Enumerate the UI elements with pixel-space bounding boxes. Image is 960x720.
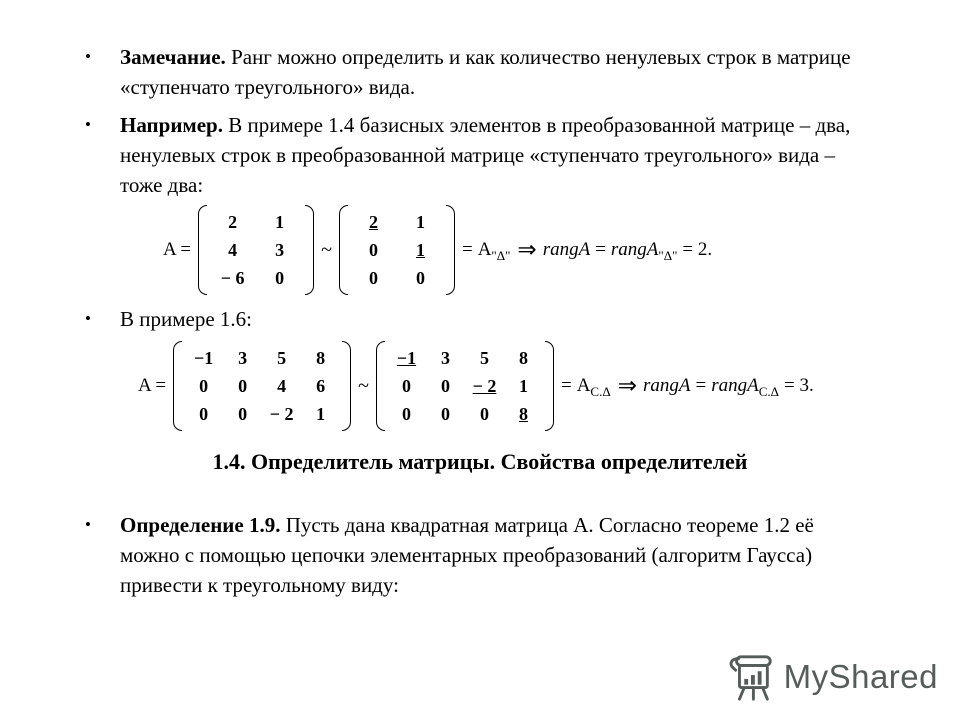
bullet-example-text: [120, 110, 876, 200]
matrix-cell: 0: [440, 376, 450, 396]
matrix-cell: 1: [415, 212, 425, 232]
matrix-cell: 0: [238, 404, 248, 424]
matrix-body: [348, 205, 446, 295]
matrix-transformed: [339, 205, 455, 295]
right-paren-icon: [342, 341, 351, 431]
matrix-body: [182, 341, 342, 431]
right-paren-icon: [545, 341, 554, 431]
matrix-cell: 2: [368, 212, 378, 232]
bullet-body: В примере 1.6:: [120, 307, 252, 331]
matrix-row: [350, 264, 444, 292]
right-paren-icon: [446, 205, 455, 295]
bullet-icon: •: [85, 115, 91, 134]
section-heading: 1.4. Определитель матрицы. Свойства определителей: [212, 449, 748, 474]
eq-lhs: A =: [138, 375, 167, 396]
matrix-row: [209, 264, 303, 292]
matrix-cell: 8: [316, 348, 326, 368]
matrix-cell: 1: [518, 376, 528, 396]
bullet-example: [83, 110, 876, 200]
tilde-operator: ~: [321, 238, 332, 261]
matrix-cell: 3: [440, 348, 450, 368]
matrix-row: [387, 400, 543, 428]
bullet-lead: Замечание.: [120, 45, 226, 69]
equation-example-1-6: [138, 340, 814, 432]
matrix-row: [184, 344, 340, 372]
matrix-cell: 0: [199, 404, 209, 424]
matrix-cell: 0: [368, 240, 378, 260]
matrix-original: [173, 341, 351, 431]
matrix-cell: 5: [479, 348, 489, 368]
matrix-subscript: "Δ": [491, 247, 511, 263]
matrix-row: [184, 372, 340, 400]
matrix-cell: − 6: [220, 268, 245, 288]
matrix-row: [387, 372, 543, 400]
matrix-cell: 0: [415, 268, 425, 288]
matrix-original: [198, 205, 314, 295]
bullet-remark-text: [120, 42, 876, 102]
matrix-cell: 0: [401, 404, 411, 424]
result-value: = 3.: [783, 375, 814, 396]
matrix-cell: 2: [228, 212, 238, 232]
matrix-cell: −1: [396, 348, 417, 368]
left-paren-icon: [339, 205, 348, 295]
equals-sign: =: [560, 375, 572, 396]
bullet-example-1-6: [83, 304, 876, 334]
matrix-row: [184, 400, 340, 428]
matrix-subscript: "Δ": [658, 247, 678, 263]
matrix-cell: 4: [277, 376, 287, 396]
matrix-cell: 6: [316, 376, 326, 396]
matrix-label: $A_{C.\Delta}$: [576, 375, 611, 399]
matrix-cell: 5: [277, 348, 287, 368]
matrix-row: [350, 208, 444, 236]
matrix-row: [209, 236, 303, 264]
rang-term-subscripted: rangA$_{C.\Delta}$: [711, 375, 779, 399]
bullet-lead: Например.: [120, 113, 223, 137]
rang-term: rangA: [642, 375, 691, 396]
watermark-text: MyShared: [783, 658, 938, 695]
left-paren-icon: [376, 341, 385, 431]
bullet-example-1-6-text: [120, 304, 876, 334]
matrix-cell: − 2: [472, 376, 497, 396]
matrix-cell: − 2: [269, 404, 294, 424]
equals-sign: =: [461, 239, 473, 260]
left-paren-icon: [198, 205, 207, 295]
equals-sign: =: [595, 239, 606, 260]
matrix-cell: 3: [275, 240, 285, 260]
matrix-row: [209, 208, 303, 236]
bullet-definition: [83, 510, 876, 600]
bullet-lead: Определение 1.9.: [120, 513, 281, 537]
bullet-icon: •: [85, 309, 91, 328]
matrix-row: [387, 344, 543, 372]
matrix-cell: 3: [238, 348, 248, 368]
result-value: = 2.: [682, 239, 713, 260]
matrix-subscript: C.Δ: [590, 383, 611, 399]
matrix-subscript: C.Δ: [758, 383, 779, 399]
matrix-cell: 0: [479, 404, 489, 424]
matrix-cell: 1: [316, 404, 326, 424]
implies-arrow-icon: ⇒: [517, 237, 536, 262]
matrix-body: [385, 341, 545, 431]
bullet-body: Ранг можно определить и как количество ненулевых строк в матрице «ступенчато треугольного» вида.: [120, 45, 851, 99]
matrix-cell: 1: [275, 212, 285, 232]
eq-lhs: A =: [163, 239, 192, 260]
matrix-cell: 0: [368, 268, 378, 288]
bullet-icon: •: [85, 47, 91, 66]
matrix-cell: 0: [238, 376, 248, 396]
matrix-cell: 1: [415, 240, 425, 260]
rang-term-subscripted: rangA$_{"\Delta"}$: [610, 239, 678, 263]
matrix-cell: 0: [401, 376, 411, 396]
matrix-cell: 4: [228, 240, 238, 260]
bullet-body: Пусть дана квадратная матрица А. Согласно теореме 1.2 её можно с помощью цепочки элементарных преобразований (алгоритм Гаусса) привести к треугольному виду:: [120, 513, 814, 597]
right-paren-icon: [305, 205, 314, 295]
matrix-cell: 0: [440, 404, 450, 424]
matrix-cell: −1: [194, 348, 214, 368]
bullet-body: В примере 1.4 базисных элементов в преобразованной матрице – два, ненулевых строк в преобразованной матрице «ступенчато треугольного» вида – тоже два:: [120, 113, 851, 197]
matrix-cell: 8: [518, 404, 528, 424]
matrix-label: $A_{"\Delta"}$: [477, 239, 511, 263]
implies-arrow-icon: ⇒: [617, 373, 636, 398]
myshared-watermark: [726, 652, 938, 702]
rang-term: rangA: [542, 239, 591, 260]
tilde-operator: ~: [358, 374, 369, 397]
matrix-row: [350, 236, 444, 264]
matrix-cell: 0: [275, 268, 285, 288]
equals-sign: =: [695, 375, 707, 396]
bullet-icon: •: [85, 515, 91, 534]
matrix-cell: 8: [518, 348, 528, 368]
easel-chart-icon: [726, 652, 776, 702]
matrix-body: [207, 205, 305, 295]
bullet-definition-text: [120, 510, 876, 600]
equation-example-1-4: [163, 203, 712, 297]
matrix-cell: 0: [199, 376, 209, 396]
matrix-transformed: [376, 341, 554, 431]
bullet-remark: [83, 42, 876, 102]
left-paren-icon: [173, 341, 182, 431]
